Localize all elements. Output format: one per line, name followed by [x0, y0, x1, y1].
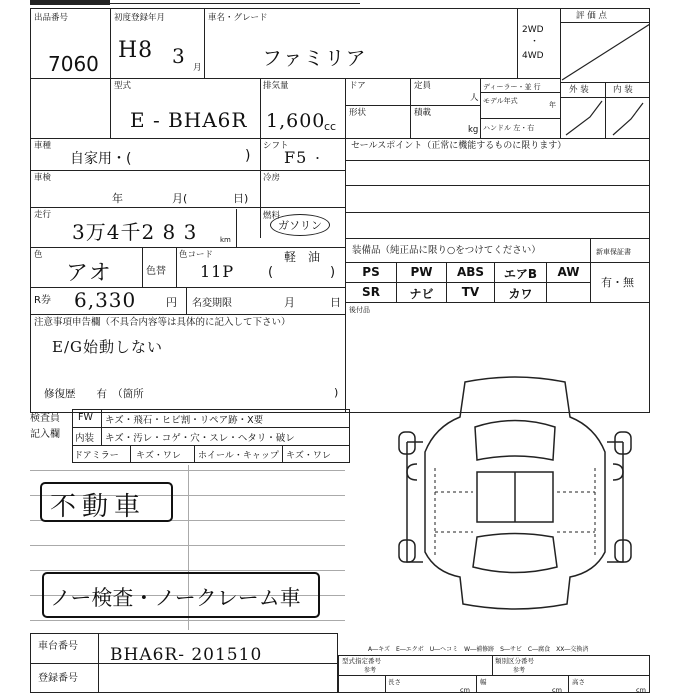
chassis-label: 車台番号 [38, 641, 78, 652]
equipment-abs: ABS [456, 265, 485, 279]
color-value: アオ [66, 261, 112, 286]
inspection-day: 日) [233, 192, 249, 205]
car-name-label: 車名・グレード [208, 13, 268, 23]
first-registration-label: 初度登録年月 [114, 13, 166, 23]
color-code-label: 色コード [179, 250, 214, 260]
color-label: 色 [34, 250, 43, 260]
notes-text: E/G始動しない [52, 338, 163, 356]
displacement-label: 排気量 [263, 81, 289, 91]
height-unit: cm [636, 686, 646, 694]
length-unit: cm [460, 686, 470, 694]
equipment-label: 装備品（純正品に限り○をつけてください） [352, 245, 541, 256]
persons-unit: 人 [470, 93, 479, 103]
model-year-label: モデル年式 [483, 97, 518, 105]
drive-dot: ・ [530, 37, 540, 47]
car-name: ファミリア [262, 46, 367, 70]
check-wheel-items: キズ・ワレ [286, 451, 331, 461]
name-change-day: 日 [330, 296, 341, 309]
equipment-ps: PS [362, 265, 380, 279]
exterior-slash [560, 97, 605, 138]
inspection-year: 年 [112, 192, 123, 205]
registration-label: 登録番号 [38, 673, 78, 684]
repair-history-close: ) [334, 386, 339, 399]
drive-4wd: 4WD [522, 51, 544, 61]
score-label: 評 価 点 [576, 11, 607, 21]
damage-legend: A―キズ E―エクボ U―ヘコミ W―補修跡 S―サビ C―腐食 XX―交換済 [368, 646, 589, 653]
color-code-value: 11P [200, 262, 235, 281]
recycle-yen: 円 [166, 296, 177, 309]
kg-unit: kg [468, 125, 479, 135]
equipment-tv: TV [461, 285, 480, 299]
interior-label: 内 装 [613, 85, 633, 95]
aftermarket-label: 後付品 [349, 306, 370, 314]
length-label: 長さ [388, 678, 401, 686]
equipment-aw: AW [557, 265, 580, 279]
mileage-value: 3万4千2 8 3 [72, 220, 198, 244]
check-fw-items: キズ・飛石・ヒビ割・リペア跡・X要 [105, 415, 264, 426]
immobile-stamp-text: 不動車 [50, 492, 147, 522]
capacity-label: 定員 [414, 81, 432, 91]
lot-number: 7060 [48, 52, 99, 76]
check-interior-label: 内装 [75, 433, 95, 444]
equipment-pw: PW [410, 265, 433, 279]
top-strip [30, 0, 110, 5]
fuel-value: ガソリン [278, 219, 322, 232]
first-registration-month: 3 [172, 44, 186, 68]
top-rule [110, 3, 360, 4]
equipment-leather: カワ [508, 287, 533, 301]
ac-label: 冷房 [263, 173, 281, 183]
drive-2wd: 2WD [522, 25, 544, 35]
mileage-label: 走行 [34, 210, 52, 220]
mileage-unit: km [220, 236, 231, 244]
name-change-label: 名変期限 [192, 298, 232, 309]
handle-label: ハンドル 左・右 [483, 124, 535, 132]
usage-close: ) [245, 148, 251, 164]
inspection-label: 車検 [34, 173, 52, 183]
shift-value: F5 [284, 148, 308, 167]
warranty-value: 有・無 [601, 276, 634, 289]
fuel-label: 燃料 [263, 211, 281, 221]
inspector-label: 検査員 [30, 413, 60, 424]
doors-label: ドア [349, 81, 366, 91]
lot-number-label: 出品番号 [34, 13, 69, 23]
cc-unit: cc [324, 120, 337, 133]
entry-column-label: 記入欄 [30, 429, 60, 440]
check-door-mirror-items: キズ・ワレ [136, 451, 181, 461]
height-label: 高さ [572, 678, 585, 686]
repair-history-label: 修復歴 有 （箇所 [44, 388, 144, 400]
width-label: 幅 [480, 678, 487, 686]
warranty-label: 新車保証書 [596, 248, 631, 256]
shift-label: シフト [263, 141, 289, 151]
model-label: 型式 [114, 81, 132, 91]
model-year-suffix: 年 [549, 101, 556, 109]
color-change-label: 色替 [146, 266, 166, 277]
immobile-stamp [40, 482, 173, 522]
inspection-month: 月( [172, 192, 188, 205]
shift-dot: ・ [312, 152, 323, 165]
month-suffix: 月 [193, 63, 202, 73]
check-door-mirror: ドアミラー [74, 451, 119, 461]
chassis-value: BHA6R- 201510 [110, 645, 263, 665]
width-unit: cm [552, 686, 562, 694]
no-claim-stamp [42, 572, 320, 618]
exterior-label: 外 装 [569, 85, 589, 95]
equipment-navi: ナビ [409, 287, 434, 301]
check-fw-label: FW [78, 412, 93, 423]
type-cert-label: 型式指定番号 [342, 657, 381, 665]
type-cert-ref: 参考 [364, 667, 377, 674]
interior-slash [605, 97, 650, 138]
shape-label: 形状 [349, 108, 367, 118]
paren-open: ( [268, 265, 274, 280]
diesel-label: 軽 油 [284, 250, 321, 264]
car-diagram [395, 372, 635, 614]
name-change-month: 月 [284, 296, 295, 309]
category-label: 類別区分番号 [495, 657, 534, 665]
no-claim-stamp-text: ノー検査・ノークレーム車 [50, 586, 301, 610]
notes-label: 注意事項申告欄（不具合内容等は具体的に記入して下さい） [34, 317, 291, 328]
paren-close: ) [330, 265, 336, 280]
dealer-label: ディーラー・並 行 [483, 83, 541, 91]
usage-value: 自家用・( [70, 151, 132, 167]
equipment-airbag: エアB [503, 267, 538, 281]
category-ref: 参考 [513, 667, 526, 674]
usage-label: 車種 [34, 141, 52, 151]
load-label: 積載 [414, 108, 432, 118]
equipment-sr: SR [362, 285, 380, 299]
check-wheel: ホイール・キャップ [198, 451, 279, 461]
score-slash [560, 22, 650, 82]
first-registration-era: H8 [118, 38, 154, 63]
recycle-label: R券 [34, 295, 51, 306]
recycle-value: 6,330 [74, 288, 137, 312]
sales-point-label: セールスポイント（正常に機能するものに限ります） [351, 141, 567, 151]
displacement-value: 1,600 [266, 110, 326, 132]
model-code: E - BHA6R [130, 108, 248, 132]
check-interior-items: キズ・汚レ・コゲ・穴・スレ・ヘタリ・破レ [105, 433, 295, 444]
